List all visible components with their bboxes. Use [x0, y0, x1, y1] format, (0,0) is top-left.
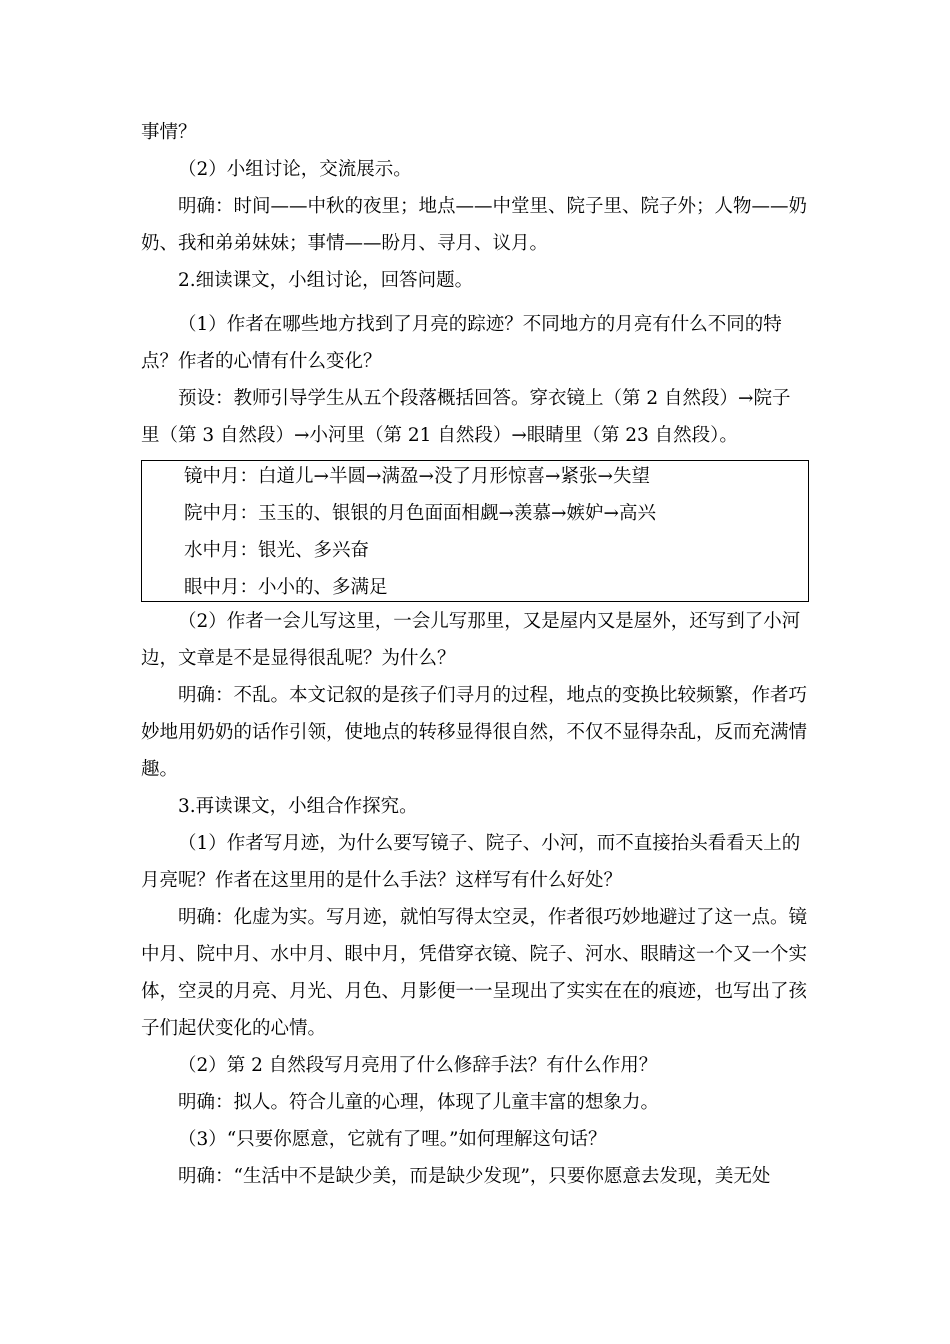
paragraph: 预设：教师引导学生从五个段落概括回答。穿衣镜上（第 2 自然段）→院子里（第 3 自然段）→小河里（第 21 自然段）→眼睛里（第 23 自然段）。 [141, 388, 791, 446]
question: （2）第 2 自然段写月亮用了什么修辞手法？有什么作用？ [178, 1055, 658, 1076]
paragraph: （2）小组讨论，交流展示。 [178, 159, 412, 180]
section-heading: 3.再读课文，小组合作探究。 [178, 796, 418, 817]
box-line-water-moon: 水中月：银光、多兴奋 [184, 540, 370, 561]
paragraph: 明确：时间——中秋的夜里；地点——中堂里、院子里、院子外；人物——奶奶、我和弟弟妹妹；事情——盼月、寻月、议月。 [141, 196, 808, 254]
question: （2）作者一会儿写这里，一会儿写那里，又是屋内又是屋外，还写到了小河边，文章是不是显得很乱呢？为什么？ [141, 611, 801, 669]
section-heading: 2.细读课文，小组讨论，回答问题。 [178, 270, 474, 291]
paragraph: 明确：“生活中不是缺少美，而是缺少发现”，只要你愿意去发现，美无处 [178, 1166, 771, 1187]
paragraph: 明确：拟人。符合儿童的心理，体现了儿童丰富的想象力。 [178, 1092, 660, 1113]
box-line-yard-moon: 院中月：玉玉的、银银的月色面面相觑→羡慕→嫉妒→高兴 [184, 503, 657, 524]
question: （3）“只要你愿意，它就有了哩。”如何理解这句话？ [178, 1129, 607, 1150]
text-line: 事情？ [141, 122, 197, 143]
paragraph: 明确：化虚为实。写月迹，就怕写得太空灵，作者很巧妙地避过了这一点。镜中月、院中月、水中月、眼中月，凭借穿衣镜、院子、河水、眼睛这一个又一个实体，空灵的月亮、月光、月色、月影便一一呈现出了实实在在的痕迹，也写出了孩子们起伏变化的心情。 [141, 907, 808, 1039]
question: （1）作者在哪些地方找到了月亮的踪迹？不同地方的月亮有什么不同的特点？作者的心情有什么变化？ [141, 314, 782, 372]
summary-box [141, 460, 809, 602]
box-line-eye-moon: 眼中月：小小的、多满足 [184, 577, 388, 598]
question: （1）作者写月迹，为什么要写镜子、院子、小河，而不直接抬头看看天上的月亮呢？作者在这里用的是什么手法？这样写有什么好处？ [141, 833, 801, 891]
box-line-mirror-moon: 镜中月：白道儿→半圆→满盈→没了月形惊喜→紧张→失望 [184, 466, 651, 487]
paragraph: 明确：不乱。本文记叙的是孩子们寻月的过程，地点的变换比较频繁，作者巧妙地用奶奶的话作引领，使地点的转移显得很自然，不仅不显得杂乱，反而充满情趣。 [141, 685, 808, 780]
